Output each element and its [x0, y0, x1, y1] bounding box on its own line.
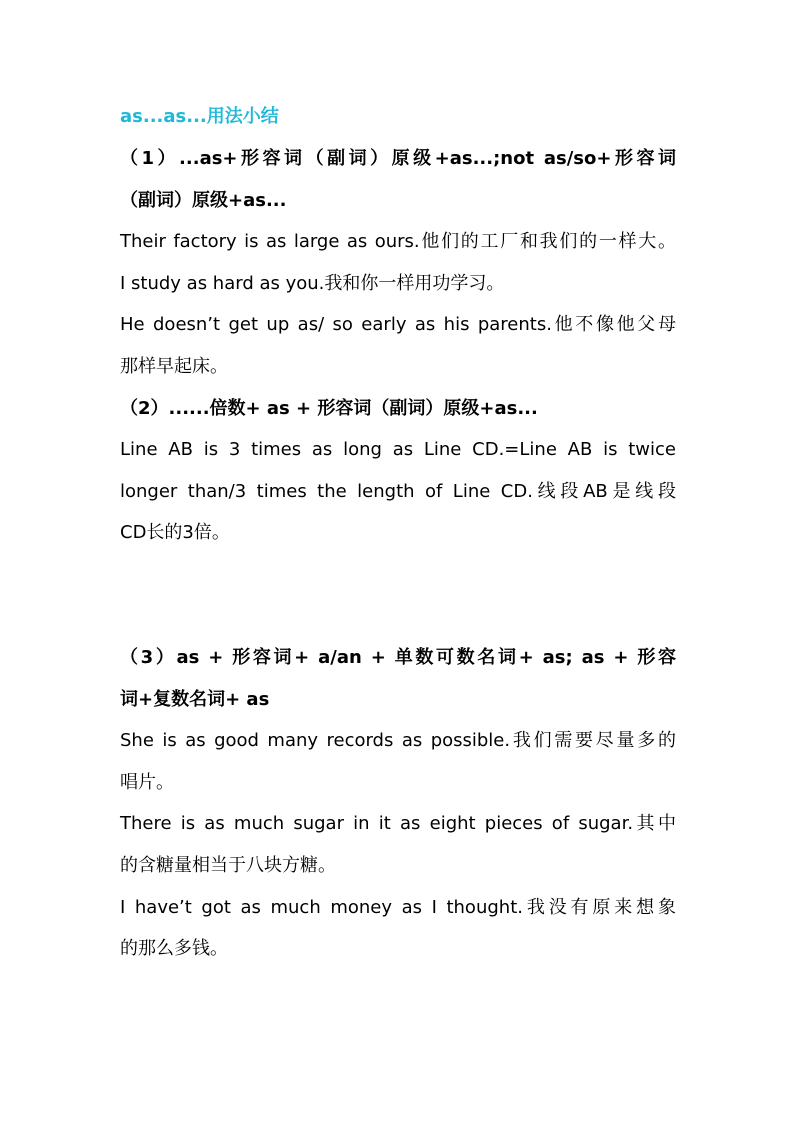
example-sentence: longer than/3 times the length of Line CD.线段AB是线段: [120, 480, 676, 502]
example-sentence: Line AB is 3 times as long as Line CD.=Line AB is twice: [120, 439, 676, 461]
section-2-heading: （2）......倍数+ as + 形容词（副词）原级+as...: [120, 397, 538, 419]
example-sentence: 的含糖量相当于八块方糖。: [120, 854, 336, 876]
example-sentence: He doesn’t get up as/ so early as his parents.他不像他父母: [120, 314, 676, 336]
section-3-heading-line-2: 词+复数名词+ as: [120, 688, 270, 710]
document-title: as...as...用法小结: [120, 106, 279, 127]
blank-space: [120, 554, 676, 637]
example-sentence: There is as much sugar in it as eight pieces of sugar.其中: [120, 813, 676, 835]
document-body: [120, 96, 676, 970]
section-1-heading-line-1: （1）...as+形容词（副词）原级+as...;not as/so+形容词: [120, 148, 676, 169]
example-sentence: Their factory is as large as ours.他们的工厂和我们的一样大。: [120, 231, 676, 253]
example-sentence: 唱片。: [120, 771, 174, 793]
example-sentence: CD长的3倍。: [120, 522, 230, 544]
example-sentence: I have’t got as much money as I thought.我没有原来想象: [120, 896, 676, 918]
section-3-heading-line-1: （3）as + 形容词+ a/an + 单数可数名词+ as; as + 形容: [120, 646, 676, 668]
example-sentence: I study as hard as you.我和你一样用功学习。: [120, 272, 505, 294]
section-1-heading-line-2: （副词）原级+as...: [120, 189, 287, 211]
example-sentence: 那样早起床。: [120, 355, 228, 377]
example-sentence: She is as good many records as possible.我们需要尽量多的: [120, 730, 676, 752]
example-sentence: 的那么多钱。: [120, 938, 228, 960]
